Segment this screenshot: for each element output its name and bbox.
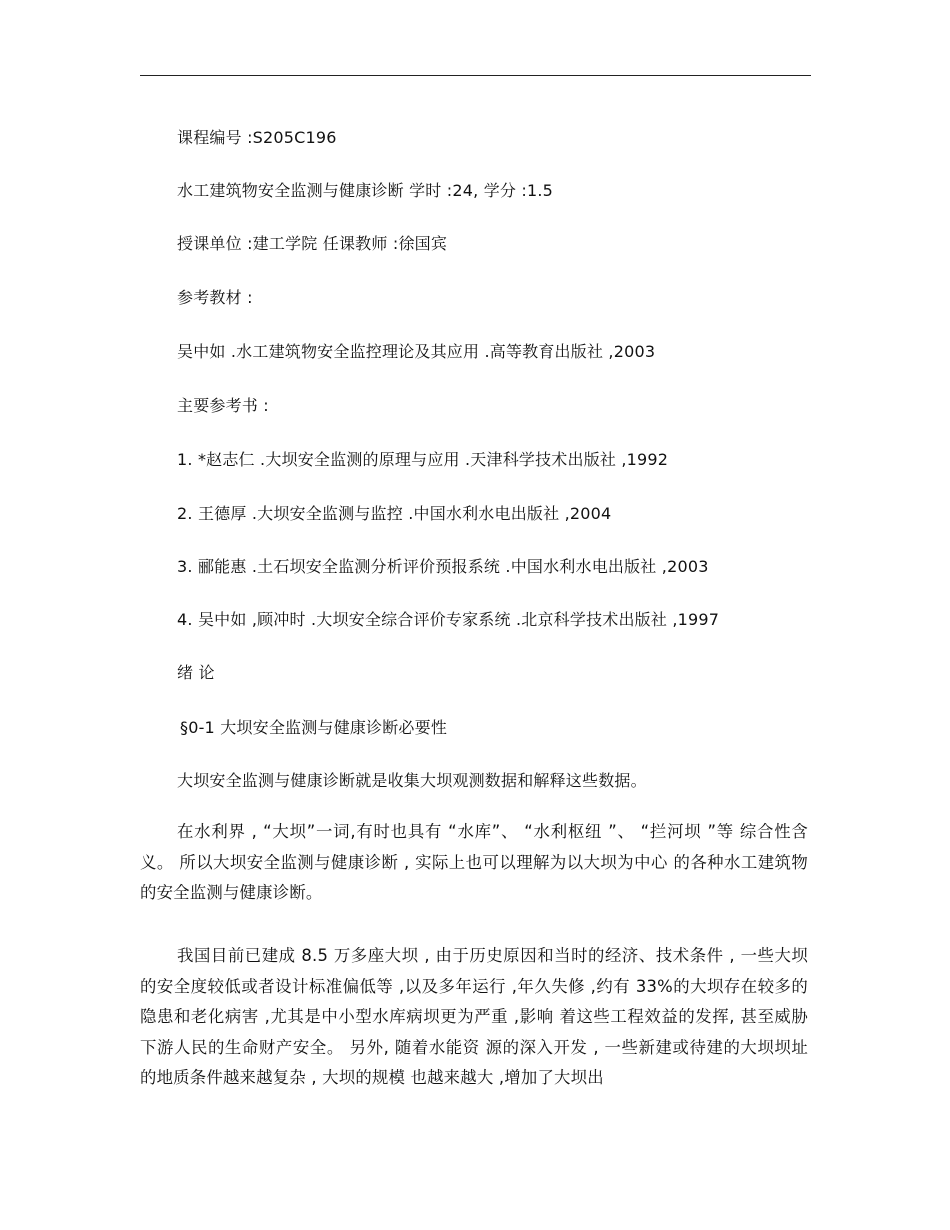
reference-item: 2. 王德厚 .大坝安全监测与监控 .中国水利水电出版社 ,2004 xyxy=(177,504,612,523)
textbook-entry: 吴中如 .水工建筑物安全监控理论及其应用 .高等教育出版社 ,2003 xyxy=(177,342,656,361)
references-heading: 主要参考书 : xyxy=(177,396,269,415)
chapter-title: 绪 论 xyxy=(177,663,215,682)
reference-item: 3. 郦能惠 .土石坝安全监测分析评价预报系统 .中国水利水电出版社 ,2003 xyxy=(177,557,709,576)
reference-item: 1. *赵志仁 .大坝安全监测的原理与应用 .天津科学技术出版社 ,1992 xyxy=(177,450,669,469)
course-title-line: 水工建筑物安全监测与健康诊断 学时 :24, 学分 :1.5 xyxy=(177,181,554,200)
intro-paragraph: 大坝安全监测与健康诊断就是收集大坝观测数据和解释这些数据。 xyxy=(177,771,647,790)
section-title: §0-1 大坝安全监测与健康诊断必要性 xyxy=(180,718,448,737)
teaching-unit-line: 授课单位 :建工学院 任课教师 :徐国宾 xyxy=(177,234,448,253)
reference-item: 4. 吴中如 ,顾冲时 .大坝安全综合评价专家系统 .北京科学技术出版社 ,1997 xyxy=(177,610,720,629)
textbook-heading: 参考教材 : xyxy=(177,288,253,307)
body-paragraph: 我国目前已建成 8.5 万多座大坝 , 由于历史原因和当时的经济、技术条件 , 一些大坝的安全度较低或者设计标准偏低等 ,以及多年运行 ,年久失修 ,约有 33%的大坝存在较多的隐患和老化病害 ,尤其是中小型水库病坝更为严重 ,影响 着这些工程效益的发挥, 甚至威胁下游人民的生命财产安全。 另外, 随着水能资 源的深入开发 , 一些新建或待建的大坝坝址的地质条件越来越复杂 , 大坝的规模 也越来越大 ,增加了大坝出 xyxy=(140,946,808,1087)
body-paragraph: 在水利界 , “大坝”一词,有时也具有 “水库”、 “水利枢纽 ”、 “拦河坝 ”等 综合性含义。 所以大坝安全监测与健康诊断 , 实际上也可以理解为以大坝为中心 的各种水工建筑物的安全监测与健康诊断。 xyxy=(140,822,808,902)
header-rule xyxy=(140,75,811,76)
course-code: 课程编号 :S205C196 xyxy=(177,128,337,147)
